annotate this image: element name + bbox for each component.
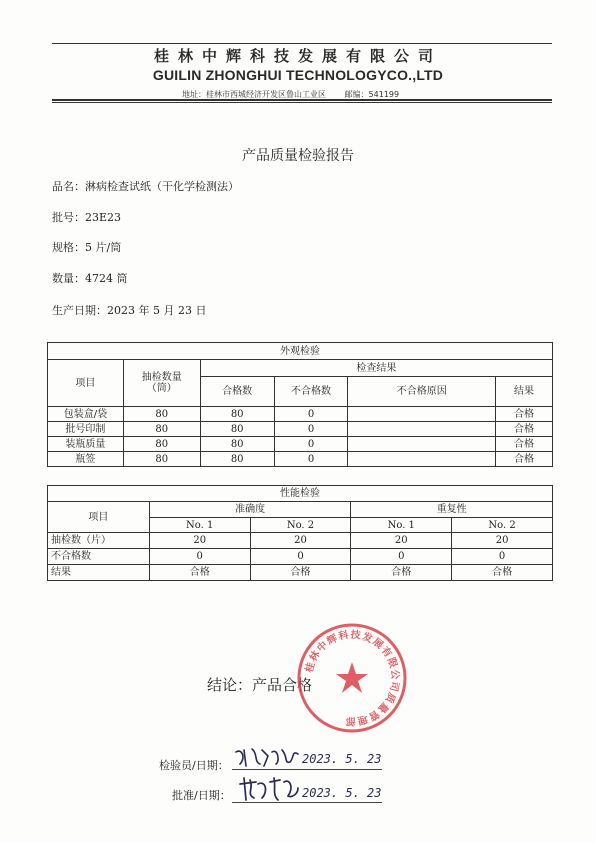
row-item: 装瓶质量 xyxy=(48,437,124,452)
col-header-repeatability-no1: No. 1 xyxy=(351,518,452,533)
row-sample: 80 xyxy=(123,407,200,422)
col-header-item: 项目 xyxy=(48,502,150,533)
approver-date: 2023. 5. 23 xyxy=(302,786,382,800)
col-header-accuracy-no2: No. 2 xyxy=(250,518,351,533)
col-header-fail-count: 不合格数 xyxy=(274,377,348,407)
col-header-sample-count: 抽检数量（筒） xyxy=(123,360,200,407)
row-pass: 80 xyxy=(200,437,274,452)
seal-star-icon xyxy=(336,662,368,693)
table-row xyxy=(48,452,553,467)
row-label: 结果 xyxy=(48,565,150,581)
row-value: 合格 xyxy=(351,565,452,581)
conclusion-text: 结论：产品合格 xyxy=(207,676,313,694)
company-name-english: GUILIN ZHONGHUI TECHNOLOGYCO.,LTD xyxy=(152,67,444,83)
row-sample: 80 xyxy=(123,452,200,467)
table-row xyxy=(48,437,553,452)
row-item: 批号印制 xyxy=(48,422,124,437)
table-row xyxy=(48,407,553,422)
appearance-section-title: 外观检验 xyxy=(48,343,553,360)
col-header-accuracy: 准确度 xyxy=(149,502,351,518)
row-value: 20 xyxy=(452,533,553,549)
row-value: 0 xyxy=(149,549,250,565)
company-name-chinese: 桂林中辉科技发展有限公司 xyxy=(153,47,442,65)
row-label: 抽检数（片） xyxy=(48,533,150,549)
row-sample: 80 xyxy=(123,437,200,452)
row-fail: 0 xyxy=(274,452,348,467)
inspector-label: 检验员/日期： xyxy=(159,759,229,772)
header-top-rule xyxy=(52,43,552,44)
row-value: 合格 xyxy=(250,565,351,581)
specification: 规格：5 片/筒 xyxy=(52,241,122,254)
row-result: 合格 xyxy=(496,407,553,422)
row-fail: 0 xyxy=(274,422,348,437)
postcode-text: 邮编：541199 xyxy=(344,90,400,99)
row-fail: 0 xyxy=(274,437,348,452)
row-result: 合格 xyxy=(496,452,553,467)
col-header-pass-count: 合格数 xyxy=(200,377,274,407)
col-header-result-group: 检查结果 xyxy=(200,360,552,377)
row-value: 合格 xyxy=(452,565,553,581)
inspector-signature xyxy=(232,744,302,770)
table-row xyxy=(48,565,553,581)
row-value: 20 xyxy=(149,533,250,549)
row-value: 合格 xyxy=(149,565,250,581)
seal-text: 桂林中辉科技发展有限公司质量管理部 xyxy=(304,629,401,727)
approver-signature xyxy=(236,774,302,804)
row-result: 合格 xyxy=(496,437,553,452)
col-header-fail-reason: 不合格原因 xyxy=(348,377,496,407)
col-header-accuracy-no1: No. 1 xyxy=(149,518,250,533)
row-reason xyxy=(348,452,496,467)
row-fail: 0 xyxy=(274,407,348,422)
production-date: 生产日期：2023 年 5 月 23 日 xyxy=(52,304,207,317)
row-value: 20 xyxy=(351,533,452,549)
row-pass: 80 xyxy=(200,422,274,437)
col-header-repeatability: 重复性 xyxy=(351,502,553,518)
col-header-item: 项目 xyxy=(48,360,124,407)
row-value: 0 xyxy=(452,549,553,565)
row-reason xyxy=(348,422,496,437)
batch-number: 批号：23E23 xyxy=(52,211,122,224)
table-row xyxy=(48,422,553,437)
table-row xyxy=(48,533,553,549)
approver-label: 批准/日期： xyxy=(172,789,231,802)
performance-section-title: 性能检验 xyxy=(48,486,553,502)
row-value: 20 xyxy=(250,533,351,549)
row-reason xyxy=(348,437,496,452)
quantity: 数量：4724 筒 xyxy=(52,272,128,285)
row-value: 0 xyxy=(250,549,351,565)
table-row xyxy=(48,549,553,565)
header-bottom-rule xyxy=(52,99,552,101)
quality-department-seal xyxy=(296,622,408,734)
row-result: 合格 xyxy=(496,422,553,437)
col-header-repeatability-no2: No. 2 xyxy=(452,518,553,533)
report-title: 产品质量检验报告 xyxy=(242,148,354,164)
row-pass: 80 xyxy=(200,407,274,422)
row-pass: 80 xyxy=(200,452,274,467)
row-sample: 80 xyxy=(123,422,200,437)
row-item: 瓶签 xyxy=(48,452,124,467)
row-item: 包装盒/袋 xyxy=(48,407,124,422)
header-bottom-rule-thin xyxy=(52,102,552,103)
address-text: 地址：桂林市西城经济开发区鲁山工业区 xyxy=(182,90,326,99)
product-name: 品名：淋病检查试纸（干化学检测法） xyxy=(52,180,239,193)
row-label: 不合格数 xyxy=(48,549,150,565)
appearance-inspection-table xyxy=(47,342,553,467)
performance-inspection-table xyxy=(47,485,553,581)
row-value: 0 xyxy=(351,549,452,565)
row-reason xyxy=(348,407,496,422)
col-header-conclusion: 结果 xyxy=(496,377,553,407)
inspector-date: 2023. 5. 23 xyxy=(302,752,382,766)
